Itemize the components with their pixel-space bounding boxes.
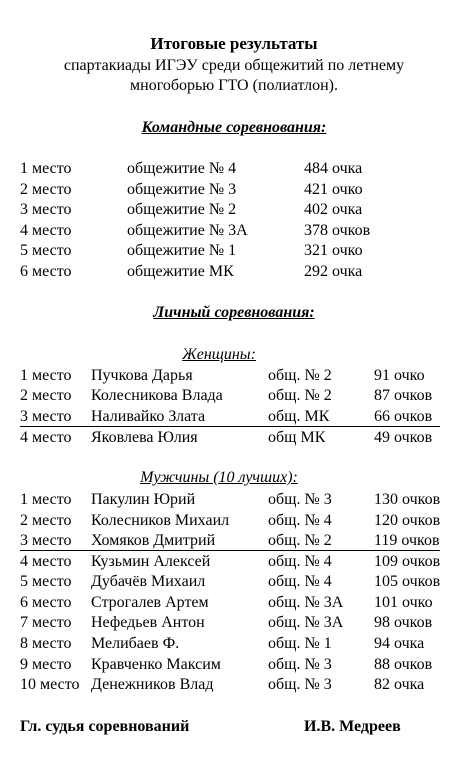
athlete-place: 6 место — [20, 594, 72, 611]
athlete-dorm: общ. № 4 — [268, 512, 332, 529]
team-row — [0, 180, 468, 200]
athlete-points: 66 очков — [374, 408, 433, 425]
athlete-points: 120 очков — [374, 512, 441, 529]
team-place: 5 место — [20, 242, 72, 259]
athlete-points: 91 очко — [374, 367, 425, 384]
athlete-points: 49 очков — [374, 429, 433, 446]
team-row — [0, 159, 468, 179]
athlete-dorm: общ. № 3А — [268, 594, 344, 611]
women-row — [0, 386, 468, 406]
athlete-name: Дубачёв Михаил — [91, 573, 206, 590]
athlete-name: Нефедьев Антон — [91, 614, 205, 631]
athlete-points: 87 очков — [374, 387, 433, 404]
team-name: общежитие № 3А — [127, 222, 248, 239]
team-row — [0, 221, 468, 241]
athlete-name: Колесников Михаил — [91, 512, 230, 529]
athlete-place: 9 место — [20, 656, 72, 673]
athlete-dorm: общ. МК — [268, 408, 330, 425]
chief-judge-name: И.В. Медреев — [304, 718, 401, 735]
athlete-place: 10 место — [20, 676, 80, 693]
athlete-name: Денежников Влад — [91, 676, 214, 693]
athlete-points: 94 очка — [374, 635, 425, 652]
athlete-name: Мелибаев Ф. — [91, 635, 180, 652]
women-row — [0, 407, 468, 427]
athlete-dorm: общ. № 3 — [268, 676, 332, 693]
athlete-place: 4 место — [20, 429, 72, 446]
athlete-place: 7 место — [20, 614, 72, 631]
team-name: общежитие № 2 — [127, 201, 237, 218]
athlete-place: 2 место — [20, 387, 72, 404]
athlete-points: 105 очков — [374, 573, 441, 590]
team-points: 378 очков — [304, 222, 371, 239]
athlete-dorm: общ. № 3 — [268, 656, 332, 673]
athlete-place: 3 место — [20, 532, 72, 549]
men-row — [0, 675, 468, 695]
athlete-points: 119 очков — [374, 532, 440, 549]
athlete-points: 101 очко — [374, 594, 433, 611]
men-row — [0, 655, 468, 675]
team-name: общежитие МК — [127, 263, 234, 280]
men-row — [0, 490, 468, 510]
team-row — [0, 262, 468, 282]
athlete-dorm: общ. № 2 — [268, 387, 332, 404]
subtitle-line-2: многоборью ГТО (полиатлон). — [130, 77, 338, 94]
men-row — [0, 572, 468, 592]
men-row — [0, 634, 468, 654]
men-row — [0, 613, 468, 633]
underline-rule — [20, 426, 440, 427]
athlete-name: Кузьмин Алексей — [91, 553, 211, 570]
team-name: общежитие № 4 — [127, 160, 237, 177]
subtitle-line-1: спартакиады ИГЭУ среди общежитий по летнему — [63, 57, 405, 74]
team-row — [0, 200, 468, 220]
men-row — [0, 552, 468, 572]
athlete-dorm: общ. № 3 — [268, 491, 332, 508]
athlete-name: Пучкова Дарья — [91, 367, 193, 384]
team-place: 6 место — [20, 263, 72, 280]
athlete-name: Пакулин Юрий — [91, 491, 196, 508]
men-row — [0, 593, 468, 613]
men-heading: Мужчины (10 лучших): — [140, 469, 298, 486]
men-row — [0, 531, 468, 551]
athlete-dorm: общ. № 2 — [268, 367, 332, 384]
athlete-name: Строгалев Артем — [91, 594, 209, 611]
underline-rule — [20, 550, 440, 551]
team-name: общежитие № 3 — [127, 181, 237, 198]
athlete-place: 1 место — [20, 367, 72, 384]
personal-section-heading: Личный соревнования: — [153, 304, 315, 321]
team-points: 402 очка — [304, 201, 363, 218]
athlete-place: 4 место — [20, 553, 72, 570]
athlete-name: Хомяков Дмитрий — [91, 532, 216, 549]
athlete-dorm: общ. № 3А — [268, 614, 344, 631]
team-place: 1 место — [20, 160, 72, 177]
athlete-points: 130 очков — [374, 491, 441, 508]
athlete-place: 5 место — [20, 573, 72, 590]
athlete-points: 88 очков — [374, 656, 433, 673]
athlete-place: 3 место — [20, 408, 72, 425]
team-place: 3 место — [20, 201, 72, 218]
athlete-dorm: общ МК — [268, 429, 326, 446]
athlete-name: Наливайко Злата — [91, 408, 206, 425]
team-name: общежитие № 1 — [127, 242, 237, 259]
athlete-dorm: общ. № 4 — [268, 553, 332, 570]
athlete-name: Кравченко Максим — [91, 656, 221, 673]
athlete-place: 1 место — [20, 491, 72, 508]
team-place: 2 место — [20, 181, 72, 198]
women-heading: Женщины: — [182, 346, 256, 363]
team-points: 484 очка — [304, 160, 363, 177]
athlete-points: 109 очков — [374, 553, 441, 570]
athlete-points: 98 очков — [374, 614, 433, 631]
men-row — [0, 511, 468, 531]
chief-judge-label: Гл. судья соревнований — [20, 718, 190, 735]
team-points: 292 очка — [304, 263, 363, 280]
team-row — [0, 241, 468, 261]
team-points: 421 очко — [304, 181, 363, 198]
athlete-points: 82 очка — [374, 676, 425, 693]
athlete-dorm: общ. № 4 — [268, 573, 332, 590]
athlete-dorm: общ. № 2 — [268, 532, 332, 549]
team-points: 321 очко — [304, 242, 363, 259]
athlete-dorm: общ. № 1 — [268, 635, 332, 652]
team-section-heading: Командные соревнования: — [141, 119, 327, 136]
athlete-place: 8 место — [20, 635, 72, 652]
women-row — [0, 428, 468, 448]
athlete-place: 2 место — [20, 512, 72, 529]
athlete-name: Колесникова Влада — [91, 387, 223, 404]
women-row — [0, 366, 468, 386]
team-place: 4 место — [20, 222, 72, 239]
athlete-name: Яковлева Юлия — [91, 429, 198, 446]
document-title: Итоговые результаты — [150, 34, 318, 53]
